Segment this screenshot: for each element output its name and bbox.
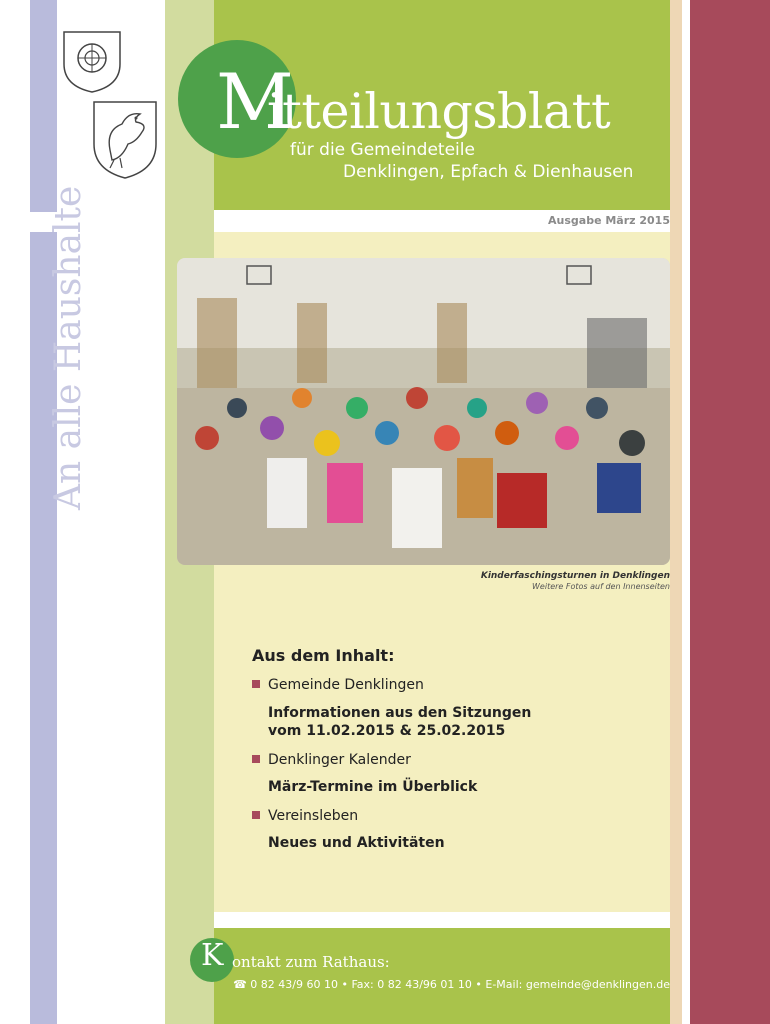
- contents-item-1: [252, 677, 424, 693]
- subtitle-line1: für die Gemeindeteile: [290, 140, 475, 160]
- side-text: An alle Haushalte: [48, 185, 89, 510]
- footer-title: ontakt zum Rathaus:: [232, 953, 390, 971]
- photo-subcaption: Weitere Fotos auf den Innenseiten: [532, 582, 670, 591]
- contents-item-3: [252, 808, 358, 824]
- crest-epfach-icon: [62, 30, 122, 94]
- contents-item-detail: Neues und Aktivitäten: [268, 835, 445, 851]
- lavender-stripe-top: [30, 0, 57, 212]
- bullet-square-icon: [252, 755, 260, 763]
- edition-label: Ausgabe März 2015: [548, 214, 670, 227]
- bullet-square-icon: [252, 811, 260, 819]
- title-initial: M: [216, 57, 294, 146]
- contents-title: Aus dem Inhalt:: [252, 646, 395, 665]
- contents-item-label: Denklinger Kalender: [268, 752, 411, 768]
- contents-item-label: Gemeinde Denklingen: [268, 677, 424, 693]
- contents-item-detail: Informationen aus den Sitzungen: [268, 705, 532, 721]
- crest-denklingen-icon: [92, 100, 158, 180]
- bullet-square-icon: [252, 680, 260, 688]
- footer-contact: ☎ 0 82 43/9 60 10 • Fax: 0 82 43/96 01 10 • E-Mail: gemeinde@denklingen.de: [233, 978, 670, 991]
- beige-stripe: [670, 0, 682, 1024]
- contents-item-label: Vereinsleben: [268, 808, 359, 824]
- footer-initial: K: [201, 938, 224, 973]
- footer-block: [214, 928, 670, 1024]
- subtitle-line2: Denklingen, Epfach & Dienhausen: [343, 162, 634, 182]
- masthead-title: itteilungsblatt: [267, 83, 611, 140]
- cover-photo: [177, 258, 670, 565]
- contents-item-2: [252, 752, 411, 768]
- contents-item-detail: vom 11.02.2015 & 25.02.2015: [268, 723, 506, 739]
- maroon-stripe: [690, 0, 770, 1024]
- contents-item-detail: März-Termine im Überblick: [268, 779, 478, 795]
- photo-caption: Kinderfaschingsturnen in Denklingen: [480, 571, 670, 581]
